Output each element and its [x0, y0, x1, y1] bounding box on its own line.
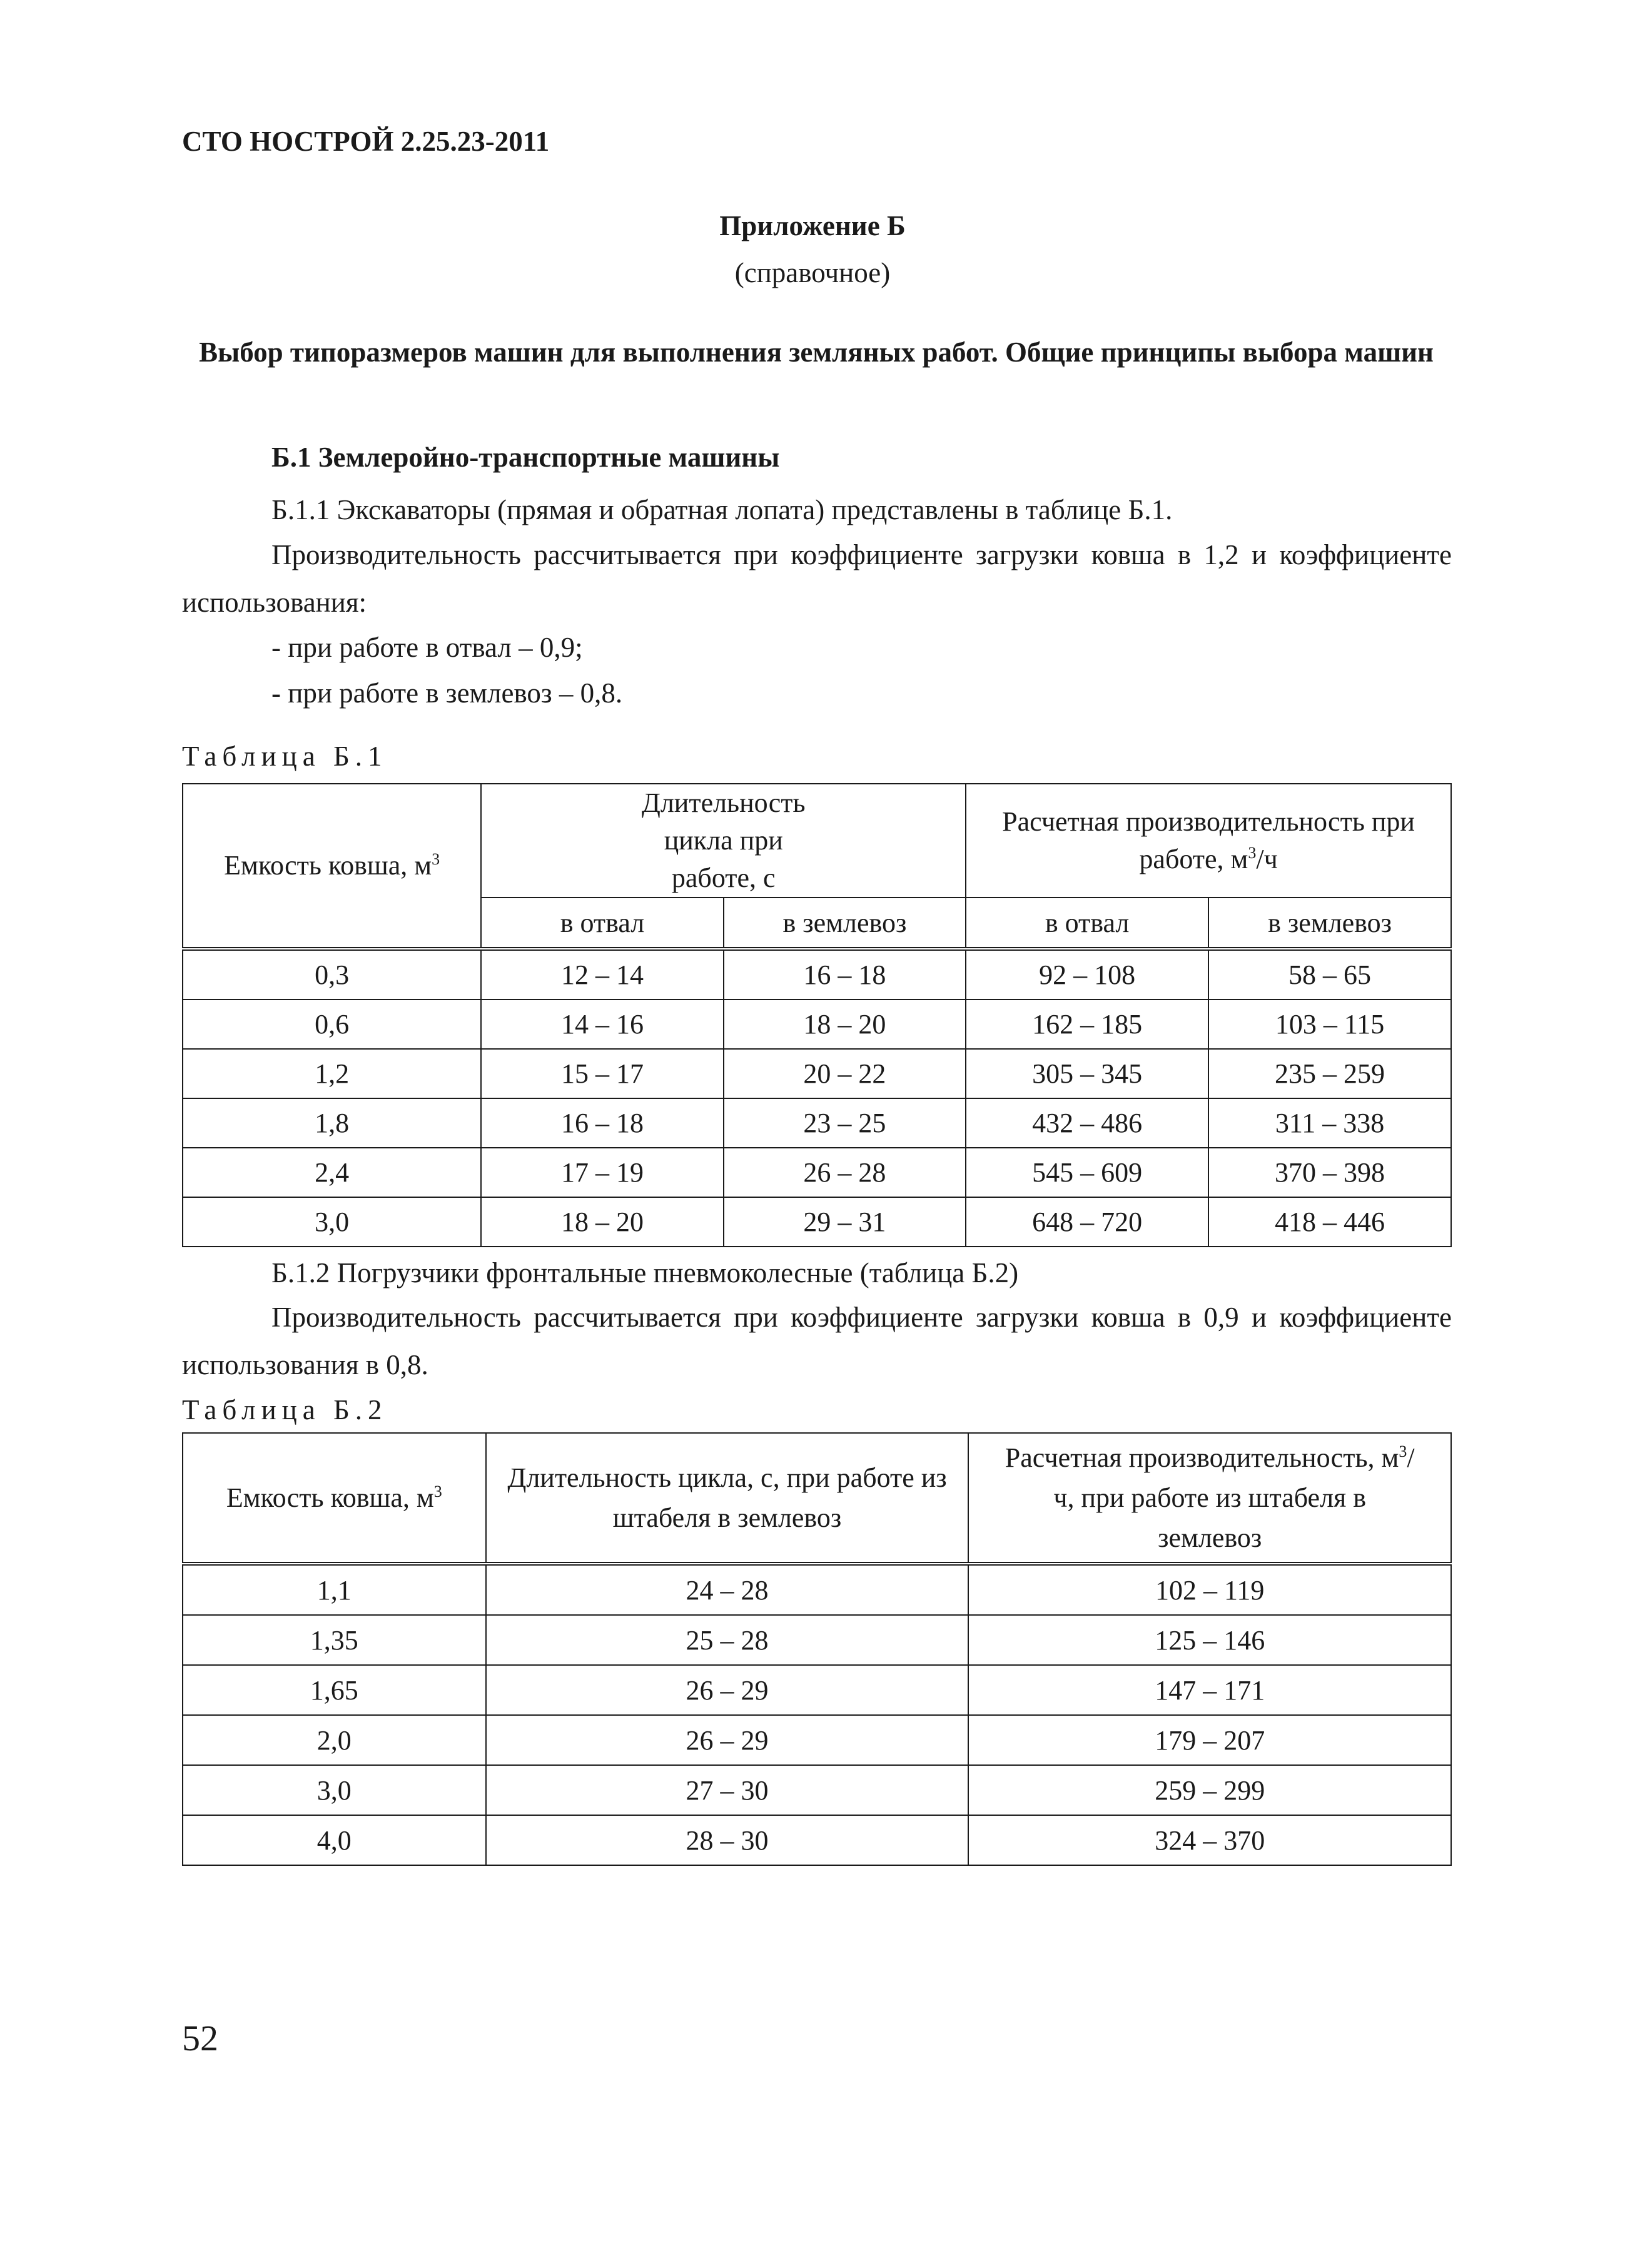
table-row [183, 1197, 1451, 1247]
table-loaders [182, 1432, 1452, 1866]
table-cell: 1,8 [183, 1098, 481, 1148]
table-cell: 102 – 119 [968, 1564, 1451, 1615]
table-cell: 259 – 299 [968, 1765, 1451, 1815]
table-cell: 26 – 29 [486, 1665, 969, 1715]
table-cell: 3,0 [183, 1765, 486, 1815]
paragraph-productivity-1: Производительность рассчитывается при коэффициенте загрузки ковша в 1,2 и коэффициенте использования: [182, 539, 1452, 618]
table2-caption: Таблица Б.2 [182, 1394, 388, 1425]
table-cell: 648 – 720 [966, 1197, 1208, 1247]
paragraph-excavators: Б.1.1 Экскаваторы (прямая и обратная лопата) представлены в таблице Б.1. [271, 494, 1173, 525]
table-cell: 432 – 486 [966, 1098, 1208, 1148]
bullet-truck: - при работе в землевоз – 0,8. [271, 677, 623, 709]
table-cell: 18 – 20 [724, 1000, 966, 1049]
table-cell: 27 – 30 [486, 1765, 969, 1815]
table-cell: 15 – 17 [481, 1049, 723, 1098]
table-cell: 103 – 115 [1208, 1000, 1451, 1049]
subheader-truck: в землевоз [724, 898, 966, 949]
table-cell: 12 – 14 [481, 949, 723, 1000]
table-cell: 1,35 [183, 1615, 486, 1665]
table-row [183, 1615, 1451, 1665]
appendix-subtitle: (справочное) [734, 257, 891, 288]
table-cell: 324 – 370 [968, 1815, 1451, 1865]
table-row [183, 1098, 1451, 1148]
table-cell: 4,0 [183, 1815, 486, 1865]
table-cell: 24 – 28 [486, 1564, 969, 1615]
table-cell: 23 – 25 [724, 1098, 966, 1148]
table-cell: 235 – 259 [1208, 1049, 1451, 1098]
table-cell: 2,4 [183, 1148, 481, 1197]
table-cell: 14 – 16 [481, 1000, 723, 1049]
table-row [183, 1049, 1451, 1098]
table-cell: 20 – 22 [724, 1049, 966, 1098]
table-cell: 92 – 108 [966, 949, 1208, 1000]
table-cell: 125 – 146 [968, 1615, 1451, 1665]
table-cell: 179 – 207 [968, 1715, 1451, 1765]
table-cell: 26 – 28 [724, 1148, 966, 1197]
table-row [183, 1564, 1451, 1615]
table-cell: 58 – 65 [1208, 949, 1451, 1000]
table-cell: 545 – 609 [966, 1148, 1208, 1197]
table-cell: 16 – 18 [724, 949, 966, 1000]
paragraph-productivity-2: Производительность рассчитывается при коэффициенте загрузки ковша в 0,9 и коэффициенте использования в 0,8. [182, 1302, 1452, 1380]
table-cell: 16 – 18 [481, 1098, 723, 1148]
table-row [183, 949, 1451, 1000]
table-row [183, 1665, 1451, 1715]
table-cell: 18 – 20 [481, 1197, 723, 1247]
table-cell: 17 – 19 [481, 1148, 723, 1197]
page-number: 52 [182, 2018, 218, 2058]
document-code: СТО НОСТРОЙ 2.25.23-2011 [182, 126, 550, 157]
table-row [183, 1715, 1451, 1765]
table-cell: 29 – 31 [724, 1197, 966, 1247]
section-heading: Б.1 Землеройно-транспортные машины [271, 442, 780, 473]
paragraph-loaders: Б.1.2 Погрузчики фронтальные пневмоколесные (таблица Б.2) [271, 1257, 1019, 1288]
table-row [183, 1000, 1451, 1049]
table-cell: 305 – 345 [966, 1049, 1208, 1098]
table-excavators [182, 783, 1452, 1247]
table-cell: 1,1 [183, 1564, 486, 1615]
header-cycle: Длительность цикла при работе, с [481, 784, 966, 898]
header-capacity: Емкость ковша, $м^3$ [183, 784, 481, 949]
appendix-title: Приложение Б [719, 210, 906, 241]
table1-caption: Таблица Б.1 [182, 741, 388, 772]
subheader-truck: в землевоз [1208, 898, 1451, 949]
subheader-dump: в отвал [481, 898, 723, 949]
table-cell: 28 – 30 [486, 1815, 969, 1865]
table-cell: 0,3 [183, 949, 481, 1000]
main-title: Выбор типоразмеров машин для выполнения земляных работ. Общие принципы выбора машин [199, 337, 1434, 368]
table-row [183, 1765, 1451, 1815]
table-cell: 418 – 446 [1208, 1197, 1451, 1247]
table-row [183, 1148, 1451, 1197]
table-cell: 147 – 171 [968, 1665, 1451, 1715]
header-productivity: Расчетная производительность, $м^3/ч$, при работе из штабеля в землевоз [968, 1433, 1451, 1564]
table-cell: 0,6 [183, 1000, 481, 1049]
header-productivity: Расчетная производительность при работе, $м^3/ч$ [966, 784, 1451, 898]
subheader-dump: в отвал [966, 898, 1208, 949]
header-capacity: Емкость ковша, $м^3$ [183, 1433, 486, 1564]
table-cell: 3,0 [183, 1197, 481, 1247]
table-cell: 25 – 28 [486, 1615, 969, 1665]
table-cell: 26 – 29 [486, 1715, 969, 1765]
table-cell: 1,65 [183, 1665, 486, 1715]
table-row [183, 1815, 1451, 1865]
bullet-dump: - при работе в отвал – 0,9; [271, 632, 583, 663]
header-cycle: Длительность цикла, с, при работе из штабеля в землевоз [486, 1433, 969, 1564]
table-cell: 2,0 [183, 1715, 486, 1765]
table-cell: 311 – 338 [1208, 1098, 1451, 1148]
table-cell: 370 – 398 [1208, 1148, 1451, 1197]
table-cell: 162 – 185 [966, 1000, 1208, 1049]
table-cell: 1,2 [183, 1049, 481, 1098]
